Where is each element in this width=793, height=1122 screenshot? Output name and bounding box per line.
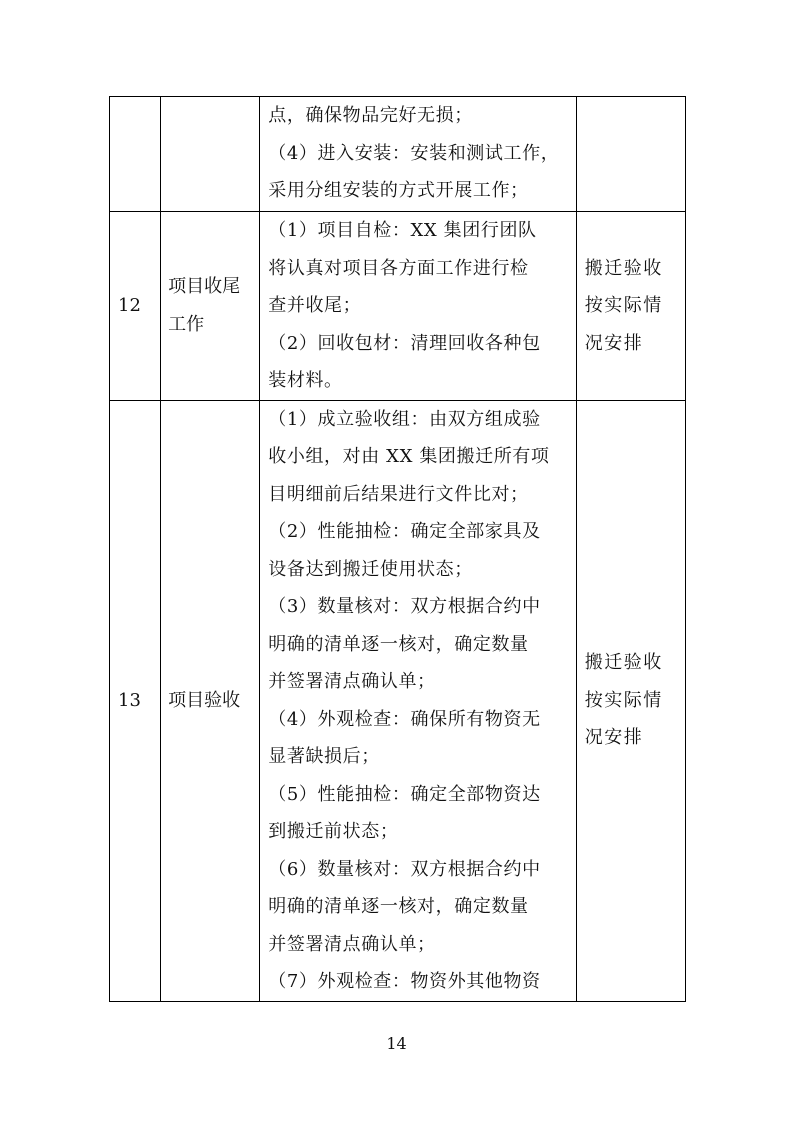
content-line: （6）数量核对：双方根据合约中	[268, 858, 541, 880]
page-number: 14	[386, 1034, 407, 1053]
content-line: （2）回收包材：清理回收各种包	[268, 332, 541, 354]
schedule-table	[109, 96, 686, 1002]
content-line: 显著缺损后；	[268, 746, 380, 767]
row-name-cell	[161, 97, 260, 212]
content-line: 点，确保物品完好无损；	[268, 105, 473, 126]
content-line: 并签署清点确认单；	[268, 671, 436, 692]
row-number-cell	[110, 97, 161, 212]
content-line: （5）性能抽检：确定全部物资达	[268, 783, 541, 805]
content-line: 装材料。	[268, 370, 343, 391]
content-line: （2）性能抽检：确定全部家具及	[268, 521, 541, 542]
note-line: 况安排	[584, 727, 644, 749]
row-name-line: 工作	[168, 313, 205, 335]
content-line: （4）外观检查：确保所有物资无	[268, 708, 541, 730]
row-note-cell	[576, 97, 685, 212]
content-line: 收小组，对由 XX 集团搬迁所有项	[268, 446, 550, 467]
row-number-cell	[110, 400, 161, 1001]
row-number: 13	[118, 689, 141, 711]
content-line: 采用分组安装的方式开展工作；	[268, 180, 529, 201]
row-content-cell	[260, 400, 577, 1001]
row-number-cell	[110, 212, 161, 401]
row-number: 12	[118, 295, 141, 316]
note-line: 按实际情	[584, 295, 663, 316]
table-row	[110, 400, 686, 1001]
table-row	[110, 97, 686, 212]
content-line: （4）进入安装：安装和测试工作，	[268, 142, 560, 164]
content-line: 目明细前后结果进行文件比对；	[268, 483, 529, 505]
content-line: （1）项目自检：XX 集团行团队	[268, 220, 537, 241]
row-note-cell	[576, 400, 685, 1001]
content-line: （1）成立验收组：由双方组成验	[268, 408, 541, 430]
row-name-line: 项目验收	[168, 689, 241, 711]
row-content-cell	[260, 212, 577, 401]
content-line: 查并收尾；	[268, 295, 362, 316]
content-line: 明确的清单逐一核对，确定数量	[268, 633, 529, 655]
content-line: 到搬迁前状态；	[268, 821, 399, 842]
note-line: 搬迁验收	[584, 652, 663, 674]
note-line: 况安排	[584, 332, 644, 354]
note-line: 搬迁验收	[584, 257, 663, 279]
content-line: 明确的清单逐一核对，确定数量	[268, 896, 529, 917]
row-content-cell	[260, 97, 577, 212]
note-line: 按实际情	[584, 689, 663, 711]
row-name-line: 项目收尾	[168, 276, 241, 298]
content-line: （7）外观检查：物资外其他物资	[268, 971, 541, 992]
content-line: （3）数量核对：双方根据合约中	[268, 596, 541, 617]
row-note-cell	[576, 212, 685, 401]
content-line: 并签署清点确认单；	[268, 933, 436, 955]
content-line: 将认真对项目各方面工作进行检	[268, 257, 529, 279]
row-name-cell	[161, 212, 260, 401]
content-line: 设备达到搬迁使用状态；	[268, 558, 473, 580]
row-name-cell	[161, 400, 260, 1001]
table-row	[110, 212, 686, 401]
